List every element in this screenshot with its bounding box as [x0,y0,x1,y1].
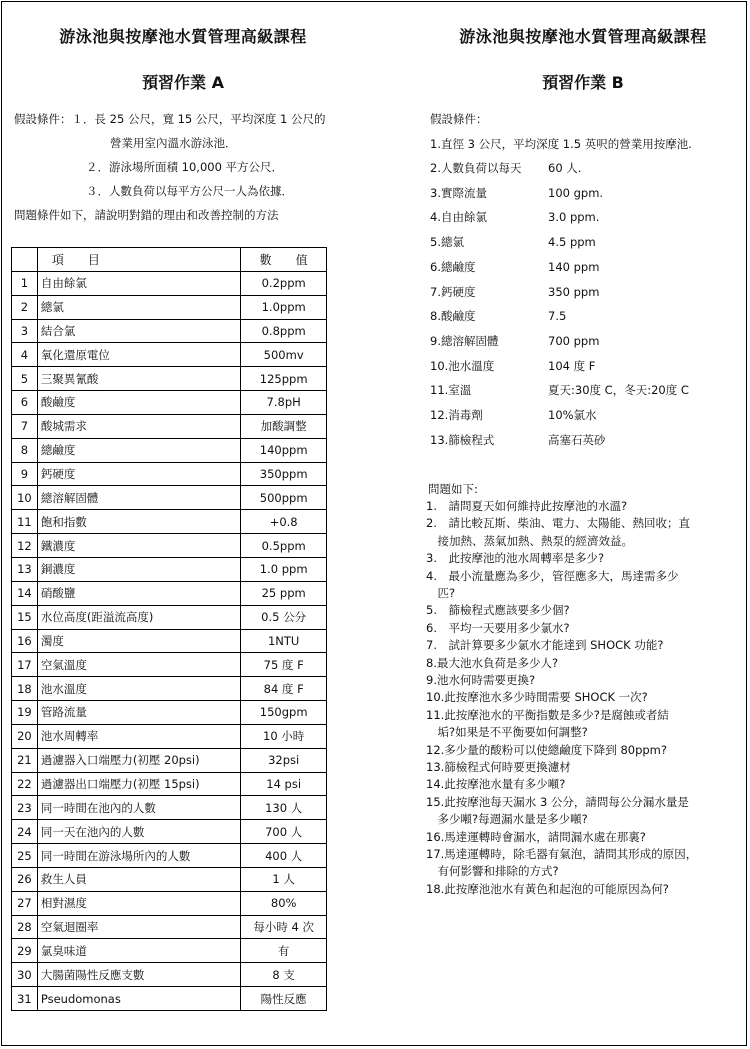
row-number: 4 [12,343,38,367]
row-number: 28 [12,915,38,939]
row-item: 總溶解固體 [37,486,240,510]
table-row [12,486,327,510]
condition-label: 3.實際流量 [430,185,487,200]
condition-line [430,358,595,374]
row-number: 11 [12,510,38,534]
table-row [12,414,327,438]
row-number: 27 [12,891,38,915]
condition-label: 11.室溫 [430,383,472,398]
table-row [12,534,327,558]
row-value: 400 人 [241,844,327,868]
table-row [12,844,327,868]
table-row [12,319,327,343]
table-row [12,391,327,415]
table-row [12,701,327,725]
condition-line [430,432,606,448]
table-row [12,581,327,605]
table-row [12,343,327,367]
condition-line [430,407,597,423]
row-item: 酸鹼度 [37,391,240,415]
row-number: 14 [12,581,38,605]
table-row [12,963,327,987]
question-line: 2. 請比較瓦斯、柴油、電力、太陽能、熱回收；直 [426,516,690,531]
row-number: 5 [12,367,38,391]
row-number: 30 [12,963,38,987]
table-row [12,438,327,462]
question-line: 匹? [426,586,456,600]
condition-line [430,284,599,300]
row-value: 125ppm [241,367,327,391]
row-value: 350ppm [241,462,327,486]
row-number: 3 [12,319,38,343]
condition-label: 7.鈣硬度 [430,284,476,299]
row-item: 救生人員 [37,867,240,891]
premise-line: 營業用室內溫水游泳池． [110,136,237,150]
table-row [12,867,327,891]
row-item: 池水溫度 [37,677,240,701]
condition-value: 100 gpm. [548,185,604,200]
question-line: 4. 最小流量應為多少，管徑應多大，馬達需多少 [426,568,679,583]
table-row [12,772,327,796]
row-value: 加酸調整 [241,414,327,438]
table-header-row [12,248,327,272]
row-item: 池水周轉率 [37,724,240,748]
row-number: 17 [12,653,38,677]
condition-line [430,234,596,250]
condition-label: 9.總溶解固體 [430,333,499,348]
condition-line [430,185,603,201]
row-number: 8 [12,438,38,462]
row-value: 0.5ppm [241,534,327,558]
table-row [12,629,327,653]
problem-instructions: 問題條件如下，請說明對錯的理由和改善控制的方法 [14,208,279,222]
row-number: 26 [12,867,38,891]
question-line: 11.此按摩池水的平衡指數是多少?是腐蝕或者結 [426,707,669,722]
row-item: 同一天在池內的人數 [37,820,240,844]
condition-value: 140 ppm [548,259,600,274]
table-row [12,510,327,534]
question-line: 16.馬達運轉時會漏水，請問漏水處在那裏? [426,829,646,844]
row-item: 相對濕度 [37,891,240,915]
question-line: 5. 篩檢程式應該要多少個? [426,603,570,618]
row-item: 氧化還原電位 [37,343,240,367]
condition-value: 高塞石英砂 [548,432,606,447]
table-header-number [12,248,38,272]
condition-line [430,382,689,398]
row-value: 1.0 ppm [241,557,327,581]
table-row [12,724,327,748]
condition-value: 7.5 [548,309,567,324]
row-number: 1 [12,271,38,295]
row-value: 25 ppm [241,581,327,605]
row-item: 濁度 [37,629,240,653]
condition-value: 350 ppm [548,284,600,299]
row-value: 130 人 [241,796,327,820]
question-line: 17.馬達運轉時，除毛器有氣泡，請問其形成的原因， [426,847,698,861]
row-value: 84 度 F [241,677,327,701]
question-line: 接加熱、蒸氣加熱、熱泵的經濟效益。 [426,533,633,548]
row-value: 7.8pH [241,391,327,415]
row-item: 飽和指數 [37,510,240,534]
question-line: 10.此按摩池水多少時間需要 SHOCK 一次? [426,690,648,705]
row-value: 80% [241,891,327,915]
row-number: 18 [12,677,38,701]
row-number: 22 [12,772,38,796]
assignment-subtitle: 預習作業 B [542,73,624,92]
premise-line: 1.直徑 3 公尺，平均深度 1.5 英呎的營業用按摩池. [430,137,692,151]
row-value: 1 人 [241,867,327,891]
row-number: 10 [12,486,38,510]
row-item: 鈣硬度 [37,462,240,486]
table-row [12,987,327,1011]
condition-line [430,308,566,324]
row-number: 6 [12,391,38,415]
table-row [12,605,327,629]
row-number: 2 [12,295,38,319]
row-item: 氯臭味道 [37,939,240,963]
table-row [12,557,327,581]
condition-line [430,333,599,349]
row-value: 8 支 [241,963,327,987]
row-value: 1NTU [241,629,327,653]
row-item: 空氣溫度 [37,653,240,677]
premise-line: ２．游泳場所面積 10,000 平方公尺． [86,160,284,174]
row-value: 14 psi [241,772,327,796]
row-item: 三聚異氰酸 [37,367,240,391]
question-line: 多少噸?每週漏水量是多少噸? [426,812,588,827]
question-line: 3. 此按摩池的池水周轉率是多少? [426,551,605,566]
question-line: 8.最大池水負荷是多少人? [426,655,559,670]
row-value: 150gpm [241,701,327,725]
row-number: 15 [12,605,38,629]
table-row [12,677,327,701]
row-item: 同一時間在游泳場所內的人數 [37,844,240,868]
row-number: 19 [12,701,38,725]
row-number: 13 [12,557,38,581]
table-row [12,939,327,963]
row-item: 銅濃度 [37,557,240,581]
condition-label: 13.篩檢程式 [430,432,495,447]
condition-label: 4.自由餘氯 [430,210,487,225]
condition-label: 12.消毒劑 [430,408,483,422]
row-value: 500ppm [241,486,327,510]
condition-label: 6.總鹼度 [430,259,476,274]
condition-label: 5.總氯 [430,235,464,250]
row-value: 0.5 公分 [241,605,327,629]
condition-value: 3.0 ppm. [548,210,600,225]
row-item: 管路流量 [37,701,240,725]
row-value: 32psi [241,748,327,772]
table-row [12,891,327,915]
row-value: 陽性反應 [241,987,327,1011]
condition-value: 夏天:30度 C，冬天:20度 C [548,383,689,398]
row-item: 鐵濃度 [37,534,240,558]
assignment-subtitle: 預習作業 A [142,73,224,92]
row-item: 硝酸鹽 [37,581,240,605]
condition-value: 60 人. [548,161,582,175]
row-value: 700 人 [241,820,327,844]
row-number: 31 [12,987,38,1011]
question-line: 14.此按摩池水量有多少噸? [426,777,566,792]
row-item: Pseudomonas [37,987,240,1011]
condition-value: 700 ppm [548,333,600,348]
condition-line [430,209,599,225]
row-item: 總氯 [37,295,240,319]
condition-label: 2.人數負荷以每天 [430,161,522,175]
table-row [12,367,327,391]
row-value: +0.8 [241,510,327,534]
row-number: 23 [12,796,38,820]
condition-value: 4.5 ppm [548,235,596,250]
row-number: 16 [12,629,38,653]
row-item: 過濾器出口端壓力(初壓 15psi) [37,772,240,796]
water-quality-table [11,247,327,1011]
table-row [12,748,327,772]
row-item: 同一時間在池內的人數 [37,796,240,820]
question-line: 15.此按摩池每天漏水 3 公分，請問每公分漏水量是 [426,794,689,809]
row-item: 空氣迴圈率 [37,915,240,939]
question-line: 有何影響和排除的方式? [426,864,559,879]
row-item: 大腸菌陽性反應支數 [37,963,240,987]
questions-heading: 問題如下: [428,482,478,496]
row-number: 25 [12,844,38,868]
question-line: 6. 平均一天要用多少氯水? [426,620,570,635]
row-item: 水位高度(距溢流高度) [37,605,240,629]
row-item: 結合氯 [37,319,240,343]
premise-line: ３．人數負荷以每平方公尺一人為依據． [86,184,293,198]
question-line: 18.此按摩池池水有黃色和起泡的可能原因為何? [426,881,669,896]
condition-line [430,160,581,176]
table-row [12,462,327,486]
premise-heading: 假設條件： [430,112,488,126]
row-value: 500mv [241,343,327,367]
row-value: 75 度 F [241,653,327,677]
row-number: 12 [12,534,38,558]
row-value: 1.0ppm [241,295,327,319]
page-title: 游泳池與按摩池水質管理高級課程 [59,27,307,46]
table-row [12,915,327,939]
row-value: 有 [241,939,327,963]
row-value: 每小時 4 次 [241,915,327,939]
premise-line: 假設條件：１．長 25 公尺，寬 15 公尺，平均深度 1 公尺的 [14,112,326,126]
question-line: 7. 試計算要多少氯水才能達到 SHOCK 功能? [426,638,664,653]
question-line: 9.池水何時需要更換? [426,673,536,687]
question-line: 1. 請問夏天如何維持此按摩池的水溫? [426,499,628,513]
row-item: 過濾器入口端壓力(初壓 20psi) [37,748,240,772]
condition-value: 10%氯水 [548,408,597,422]
row-value: 10 小時 [241,724,327,748]
question-line: 13.篩檢程式何時要更換濾材 [426,760,571,774]
table-row [12,796,327,820]
condition-line [430,259,599,275]
condition-label: 10.池水溫度 [430,358,495,373]
page-title: 游泳池與按摩池水質管理高級課程 [459,27,707,46]
table-header-value: 數 值 [241,248,327,272]
table-row [12,653,327,677]
table-row [12,271,327,295]
row-value: 0.2ppm [241,271,327,295]
row-item: 總鹼度 [37,438,240,462]
table-row [12,820,327,844]
row-value: 140ppm [241,438,327,462]
row-item: 酸城需求 [37,414,240,438]
row-value: 0.8ppm [241,319,327,343]
question-line: 垢?如果是不平衡要如何調整? [426,725,588,740]
table-header-item: 項 目 [37,248,240,272]
row-item: 自由餘氯 [37,271,240,295]
row-number: 7 [12,414,38,438]
row-number: 21 [12,748,38,772]
condition-label: 8.酸鹼度 [430,309,476,324]
table-row [12,295,327,319]
row-number: 20 [12,724,38,748]
condition-value: 104 度 F [548,358,596,373]
row-number: 9 [12,462,38,486]
row-number: 24 [12,820,38,844]
question-line: 12.多少量的酸粉可以使總鹼度下降到 80ppm? [426,742,667,757]
row-number: 29 [12,939,38,963]
